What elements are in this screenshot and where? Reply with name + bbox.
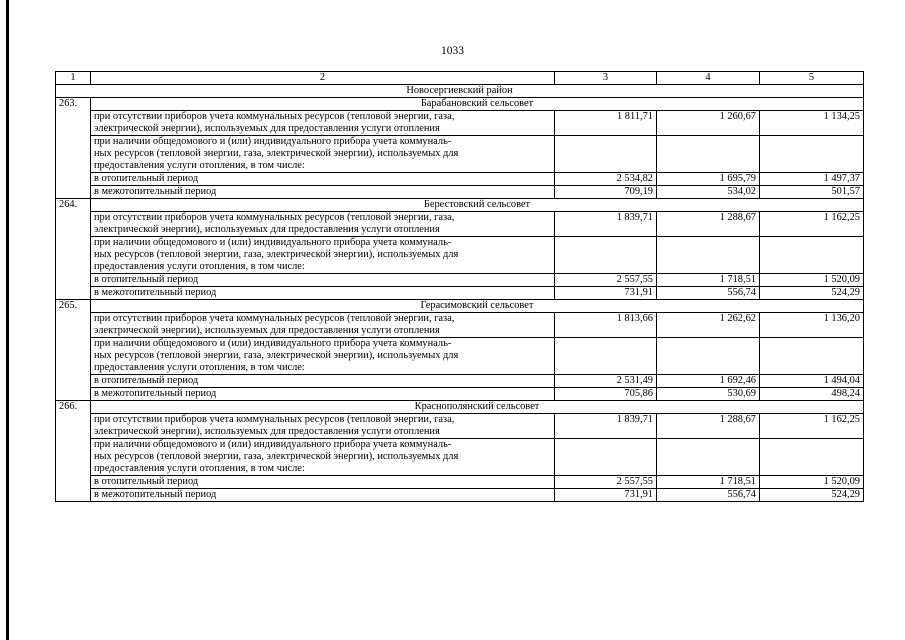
- no-meter-value: 1 162,25: [760, 212, 864, 237]
- entry-number: 264.: [56, 199, 91, 212]
- with-meter-description: [91, 136, 555, 173]
- heating-period-value: 1 520,09: [760, 274, 864, 287]
- left-margin-rule: [6, 0, 9, 640]
- no-meter-value: 1 260,67: [657, 111, 760, 136]
- empty-cell: [760, 136, 864, 173]
- no-meter-value: 1 811,71: [555, 111, 657, 136]
- entry-number-spacer: [56, 136, 91, 173]
- text-line: электрической энергии), используемых для предоставления услуги отопления: [94, 426, 440, 437]
- text-line: электрической энергии), используемых для предоставления услуги отопления: [94, 325, 440, 336]
- off-heating-period-row: [56, 489, 864, 502]
- col-header-4: 4: [657, 72, 760, 85]
- text-line: при отсутствии приборов учета коммунальных ресурсов (тепловой энергии, газа,: [94, 111, 455, 122]
- no-meter-value: 1 262,62: [657, 313, 760, 338]
- no-meter-description: [91, 414, 555, 439]
- column-number-row: [56, 72, 864, 85]
- with-meter-row: [56, 237, 864, 274]
- heating-period-label: в отопительный период: [91, 274, 555, 287]
- text-line: ных ресурсов (тепловой энергии, газа, электрической энергии), используемых для: [94, 451, 459, 462]
- text-line: при наличии общедомового и (или) индивидуального прибора учета коммуналь-: [94, 136, 452, 147]
- heating-period-row: [56, 476, 864, 489]
- entry-header-row: [56, 98, 864, 111]
- with-meter-row: [56, 439, 864, 476]
- empty-cell: [760, 439, 864, 476]
- no-meter-value: 1 162,25: [760, 414, 864, 439]
- heating-period-row: [56, 274, 864, 287]
- heating-period-label: в отопительный период: [91, 476, 555, 489]
- off-heating-period-value: 530,69: [657, 388, 760, 401]
- text-line: при наличии общедомового и (или) индивидуального прибора учета коммуналь-: [94, 237, 452, 248]
- text-line: предоставления услуги отопления, в том числе:: [94, 160, 305, 171]
- no-meter-description: [91, 212, 555, 237]
- heating-period-label: в отопительный период: [91, 173, 555, 186]
- no-meter-description: [91, 313, 555, 338]
- heating-period-value: 1 718,51: [657, 274, 760, 287]
- no-meter-value: 1 839,71: [555, 414, 657, 439]
- entry-number-spacer: [56, 212, 91, 237]
- entry-header-row: [56, 300, 864, 313]
- off-heating-period-label: в межотопительный период: [91, 287, 555, 300]
- text-line: при отсутствии приборов учета коммунальных ресурсов (тепловой энергии, газа,: [94, 414, 455, 425]
- text-line: предоставления услуги отопления, в том числе:: [94, 261, 305, 272]
- off-heating-period-value: 524,29: [760, 489, 864, 502]
- text-line: электрической энергии), используемых для предоставления услуги отопления: [94, 224, 440, 235]
- heating-period-value: 2 531,49: [555, 375, 657, 388]
- settlement-name: Краснополянский сельсовет: [91, 401, 864, 414]
- no-meter-value: 1 813,66: [555, 313, 657, 338]
- col-header-1: 1: [56, 72, 91, 85]
- heating-period-label: в отопительный период: [91, 375, 555, 388]
- heating-period-value: 2 534,82: [555, 173, 657, 186]
- text-line: при наличии общедомового и (или) индивидуального прибора учета коммуналь-: [94, 439, 452, 450]
- heating-period-value: 1 494,04: [760, 375, 864, 388]
- entry-number-spacer: [56, 338, 91, 375]
- empty-cell: [555, 439, 657, 476]
- empty-cell: [657, 136, 760, 173]
- tariff-table-body: [56, 72, 864, 502]
- empty-cell: [760, 338, 864, 375]
- off-heating-period-row: [56, 388, 864, 401]
- empty-cell: [657, 439, 760, 476]
- heating-period-value: 1 497,37: [760, 173, 864, 186]
- heating-period-value: 2 557,55: [555, 274, 657, 287]
- with-meter-description: [91, 338, 555, 375]
- off-heating-period-label: в межотопительный период: [91, 388, 555, 401]
- off-heating-period-value: 731,91: [555, 489, 657, 502]
- page-number: 1033: [441, 45, 464, 57]
- no-meter-value: 1 288,67: [657, 212, 760, 237]
- entry-number-spacer: [56, 375, 91, 388]
- heating-period-row: [56, 375, 864, 388]
- no-meter-value: 1 134,25: [760, 111, 864, 136]
- off-heating-period-value: 731,91: [555, 287, 657, 300]
- entry-number-spacer: [56, 313, 91, 338]
- off-heating-period-label: в межотопительный период: [91, 186, 555, 199]
- off-heating-period-value: 556,74: [657, 489, 760, 502]
- empty-cell: [657, 237, 760, 274]
- district-name: Новосергиевский район: [56, 85, 864, 98]
- entry-number-spacer: [56, 274, 91, 287]
- entry-number-spacer: [56, 186, 91, 199]
- heating-period-value: 1 520,09: [760, 476, 864, 489]
- heating-period-value: 1 692,46: [657, 375, 760, 388]
- off-heating-period-value: 498,24: [760, 388, 864, 401]
- off-heating-period-label: в межотопительный период: [91, 489, 555, 502]
- entry-number-spacer: [56, 439, 91, 476]
- no-meter-value: 1 136,20: [760, 313, 864, 338]
- tariff-table: [55, 71, 864, 502]
- settlement-name: Герасимовский сельсовет: [91, 300, 864, 313]
- no-meter-description: [91, 111, 555, 136]
- empty-cell: [555, 136, 657, 173]
- settlement-name: Берестовский сельсовет: [91, 199, 864, 212]
- entry-number-spacer: [56, 111, 91, 136]
- entry-number-spacer: [56, 489, 91, 502]
- heating-period-value: 1 695,79: [657, 173, 760, 186]
- with-meter-description: [91, 439, 555, 476]
- entry-number: 265.: [56, 300, 91, 313]
- heating-period-row: [56, 173, 864, 186]
- with-meter-row: [56, 136, 864, 173]
- off-heating-period-value: 501,57: [760, 186, 864, 199]
- text-line: предоставления услуги отопления, в том числе:: [94, 463, 305, 474]
- text-line: предоставления услуги отопления, в том числе:: [94, 362, 305, 373]
- text-line: при отсутствии приборов учета коммунальных ресурсов (тепловой энергии, газа,: [94, 313, 455, 324]
- heating-period-value: 2 557,55: [555, 476, 657, 489]
- no-meter-row: [56, 313, 864, 338]
- empty-cell: [760, 237, 864, 274]
- off-heating-period-value: 534,02: [657, 186, 760, 199]
- col-header-3: 3: [555, 72, 657, 85]
- entry-number-spacer: [56, 237, 91, 274]
- no-meter-value: 1 288,67: [657, 414, 760, 439]
- no-meter-row: [56, 111, 864, 136]
- entry-number-spacer: [56, 414, 91, 439]
- text-line: ных ресурсов (тепловой энергии, газа, электрической энергии), используемых для: [94, 148, 459, 159]
- text-line: ных ресурсов (тепловой энергии, газа, электрической энергии), используемых для: [94, 350, 459, 361]
- empty-cell: [657, 338, 760, 375]
- off-heating-period-value: 709,19: [555, 186, 657, 199]
- no-meter-row: [56, 212, 864, 237]
- off-heating-period-value: 556,74: [657, 287, 760, 300]
- text-line: при отсутствии приборов учета коммунальных ресурсов (тепловой энергии, газа,: [94, 212, 455, 223]
- entry-number: 263.: [56, 98, 91, 111]
- entry-number: 266.: [56, 401, 91, 414]
- text-line: электрической энергии), используемых для предоставления услуги отопления: [94, 123, 440, 134]
- no-meter-value: 1 839,71: [555, 212, 657, 237]
- entry-number-spacer: [56, 388, 91, 401]
- off-heating-period-value: 524,29: [760, 287, 864, 300]
- text-line: ных ресурсов (тепловой энергии, газа, электрической энергии), используемых для: [94, 249, 459, 260]
- off-heating-period-row: [56, 287, 864, 300]
- entry-header-row: [56, 199, 864, 212]
- text-line: при наличии общедомового и (или) индивидуального прибора учета коммуналь-: [94, 338, 452, 349]
- entry-number-spacer: [56, 287, 91, 300]
- empty-cell: [555, 237, 657, 274]
- settlement-name: Барабановский сельсовет: [91, 98, 864, 111]
- entry-number-spacer: [56, 173, 91, 186]
- entry-number-spacer: [56, 476, 91, 489]
- col-header-2: 2: [91, 72, 555, 85]
- district-row: [56, 85, 864, 98]
- with-meter-description: [91, 237, 555, 274]
- col-header-5: 5: [760, 72, 864, 85]
- with-meter-row: [56, 338, 864, 375]
- empty-cell: [555, 338, 657, 375]
- heating-period-value: 1 718,51: [657, 476, 760, 489]
- off-heating-period-value: 705,86: [555, 388, 657, 401]
- no-meter-row: [56, 414, 864, 439]
- entry-header-row: [56, 401, 864, 414]
- off-heating-period-row: [56, 186, 864, 199]
